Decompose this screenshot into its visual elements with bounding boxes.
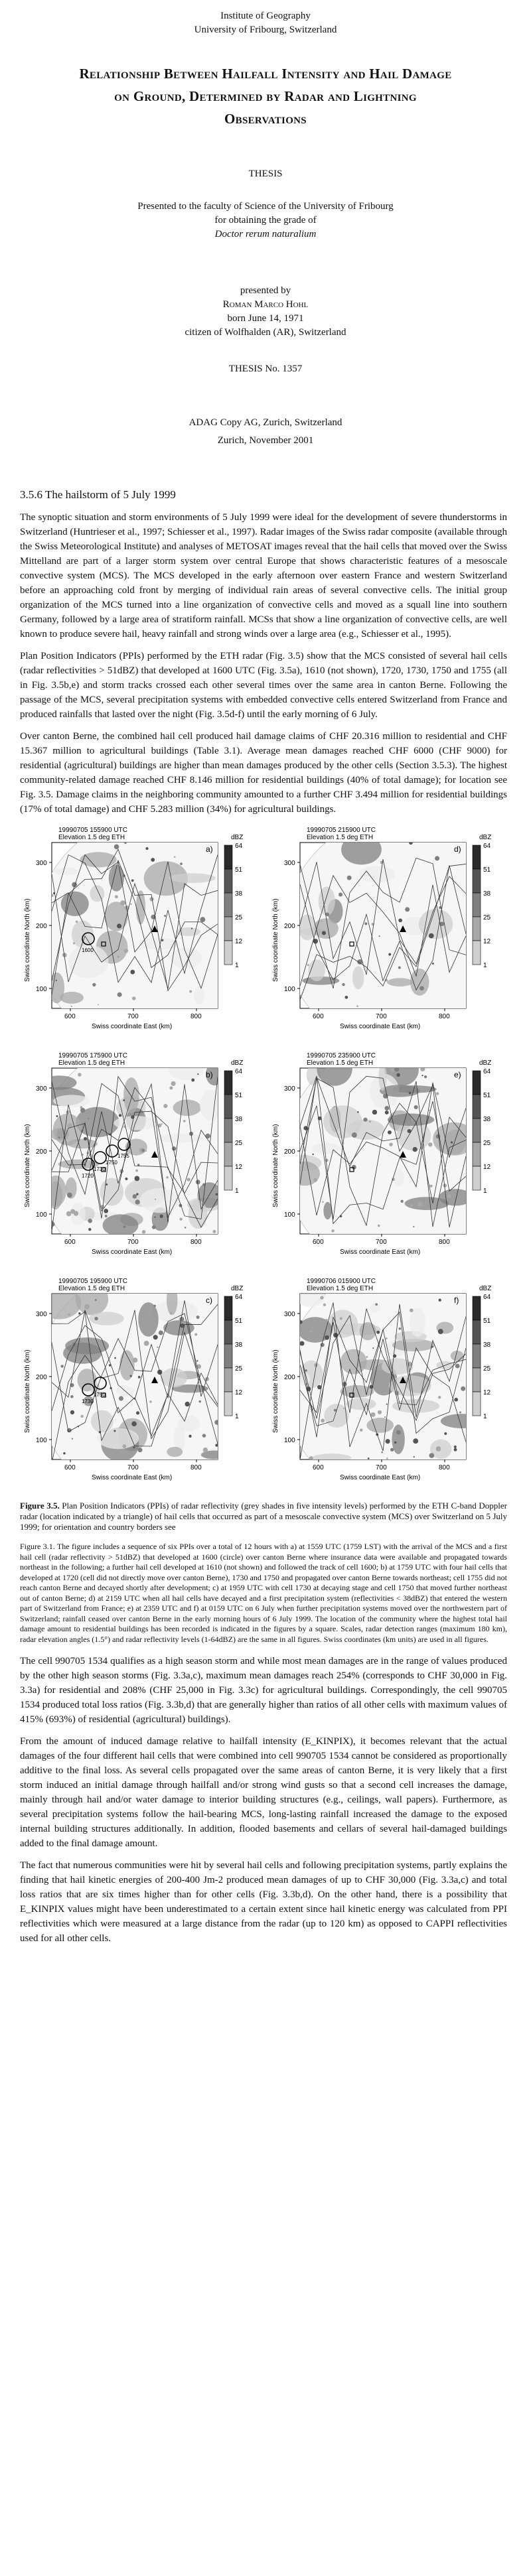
front-matter: [0, 9, 531, 448]
legend-level-label: 12: [235, 1164, 243, 1171]
ppi-panel-e: [268, 1050, 507, 1268]
legend-level-label: 1: [235, 962, 239, 969]
y-tick-label: 300: [284, 1085, 295, 1093]
legend-swatch: [224, 893, 232, 917]
panel-elevation: Elevation 1.5 deg ETH: [58, 1059, 125, 1067]
panel-unit: dBZ: [479, 1285, 492, 1292]
y-axis-label: Swiss coordinate North (km): [24, 1124, 31, 1207]
legend-level-label: 25: [483, 1365, 491, 1373]
born: born June 14, 1971: [227, 313, 304, 324]
ppi-panel-d: [268, 824, 507, 1043]
ppi-panel-c-svg: [20, 1275, 259, 1494]
legend-swatch: [224, 1166, 232, 1190]
legend-swatch: [473, 1368, 481, 1392]
y-axis-label: Swiss coordinate North (km): [272, 1349, 279, 1433]
figure-notes: Figure 3.1. The figure includes a sequence of six PPIs over a total of 12 hours with a) at 1559 UTC (1759 LST) with the arrival of the MCS and a first hail cell (radar reflectivity > 51dBZ) that developed at 1600 (circle) over canton Berne where insurance data were available and propagated towards northeast in the following; a further hail cell developed at 1610 (not shown) and followed the track of cell 1600; b) at 1759 UTC with four hail cells that developed at 1720 (cell did not directly move over canton Berne), 1730 and 1750 and propagated over canton Berne towards northeast; cell 1755 did not reach canton Berne and decayed shortly after development; c) at 1959 UTC with cell 1730 at decaying stage and cell 1750 that moved further northeast out of canton Berne; d) at 2159 UTC when all hail cells have decayed and a first precipitation system (reflectivities < 38dBZ) that entered the western part of Switzerland from France; e) at 2359 UTC and f) at 0159 UTC on 6 July when further precipitation systems moved over the northwestern part of Switzerland; rainfall ceased over canton Berne in the early morning hours of 6 July 1999. The location of the community where the highest total hail damage amount to residential buildings has been recorded is indicated in the figures by a square. Scales, radar detection ranges (maximum 180 km), radar elevation angles (1.5°) and radar reflectivity levels (1-64dBZ) are the same in all figures. Swiss coordinates (km units) are used in all figures.: [20, 1542, 507, 1644]
x-tick-label: 700: [376, 1013, 387, 1020]
legend-level-label: 12: [483, 938, 491, 945]
y-axis-label: Swiss coordinate North (km): [272, 1124, 279, 1207]
x-tick-label: 700: [127, 1239, 139, 1246]
legend-swatch: [224, 1392, 232, 1416]
panel-elevation: Elevation 1.5 deg ETH: [307, 1285, 374, 1292]
legend-level-label: 64: [235, 1068, 243, 1075]
x-tick-label: 800: [190, 1013, 202, 1020]
legend-swatch: [473, 845, 481, 869]
legend-level-label: 51: [483, 1318, 491, 1325]
legend-level-label: 25: [235, 914, 243, 921]
legend-level-label: 12: [235, 938, 243, 945]
legend-level-label: 64: [483, 1294, 491, 1301]
legend-swatch: [224, 1344, 232, 1368]
ppi-panel-d-svg: [268, 824, 507, 1043]
y-tick-label: 200: [36, 923, 47, 930]
ppi-panel-a: [20, 824, 259, 1043]
legend-level-label: 51: [483, 1092, 491, 1099]
legend-swatch: [473, 1119, 481, 1142]
legend-swatch: [224, 1095, 232, 1119]
y-axis-label: Swiss coordinate North (km): [24, 1349, 31, 1433]
x-tick-label: 700: [376, 1464, 387, 1471]
panel-elevation: Elevation 1.5 deg ETH: [58, 834, 125, 841]
panel-timestamp: 19990706 015900 UTC: [307, 1278, 376, 1285]
hail-cell-label: 1720: [82, 1173, 94, 1179]
x-tick-label: 800: [439, 1013, 450, 1020]
legend-level-label: 51: [483, 866, 491, 874]
y-tick-label: 200: [284, 1148, 295, 1156]
x-tick-label: 600: [64, 1239, 76, 1246]
legend-swatch: [224, 1142, 232, 1166]
legend-level-label: 12: [483, 1164, 491, 1171]
y-tick-label: 100: [36, 986, 47, 993]
hail-cell-label: 1750: [94, 1392, 106, 1398]
x-tick-label: 800: [190, 1464, 202, 1471]
hail-cell-label: 1600: [82, 947, 94, 953]
panel-label: f): [454, 1296, 459, 1305]
legend-swatch: [224, 1296, 232, 1320]
caption-label: Figure 3.5.: [20, 1501, 60, 1511]
x-axis-label: Swiss coordinate East (km): [92, 1023, 173, 1030]
panel-unit: dBZ: [479, 1059, 492, 1067]
hail-cell-label: 1750: [106, 1160, 117, 1166]
legend-swatch: [473, 941, 481, 965]
x-tick-label: 600: [313, 1013, 324, 1020]
y-tick-label: 200: [36, 1374, 47, 1381]
legend-level-label: 38: [483, 890, 491, 898]
panel-label: d): [454, 845, 461, 854]
x-axis-label: Swiss coordinate East (km): [340, 1249, 421, 1256]
y-tick-label: 200: [36, 1148, 47, 1156]
legend-swatch: [473, 917, 481, 941]
legend-swatch: [473, 1344, 481, 1368]
y-tick-label: 100: [36, 1211, 47, 1219]
legend-level-label: 1: [235, 1187, 239, 1195]
y-tick-label: 300: [284, 860, 295, 867]
paragraph-5: From the amount of induced damage relative to hailfall intensity (E_KINPIX), it becomes relevant that the actual damages of the four different hail cells that were combined into cell 990705 1534 cannot be considered as proportionally additive to the final loss. As several cells propagated over the same areas of canton Berne, it is very likely that a first storm induced an initial damage through hailfall and/or strong wind gusts so that a second cell increases the damage, mainly through hail and/or water damage to interior building structures (e.g., ceilings, wall papers). Furthermore, as several precipitation systems follow the hail-bearing MCS, long-lasting rainfall increased the damage to the exposed internal building structures additionally. In addition, flooded basements and cellars of several hail-damaged buildings added to the final damage amount.: [20, 1736, 507, 1849]
publisher: ADAG Copy AG, Zurich, Switzerland: [189, 417, 342, 428]
ppi-panel-f-svg: [268, 1275, 507, 1494]
x-tick-label: 600: [64, 1013, 76, 1020]
legend-swatch: [473, 1142, 481, 1166]
y-tick-label: 100: [284, 986, 295, 993]
panel-unit: dBZ: [231, 834, 244, 841]
y-tick-label: 200: [284, 923, 295, 930]
legend-level-label: 51: [235, 1318, 243, 1325]
legend-swatch: [473, 1320, 481, 1344]
hail-cell-label: 1730: [82, 1398, 94, 1404]
citizen: citizen of Wolfhalden (AR), Switzerland: [185, 327, 346, 338]
y-tick-label: 100: [284, 1211, 295, 1219]
thesis-number: THESIS No. 1357: [228, 364, 303, 374]
x-tick-label: 800: [190, 1239, 202, 1246]
paragraph-4: The cell 990705 1534 qualifies as a high season storm and while most mean damages are in the range of values produced by the other high season storms (Fig. 3.3a,c), maximum mean damages reach 254% (corresponds to CHF 30,000 in Fig. 3.3a) for residential and 208% (CHF 25,000 in Fig. 3.3c) for agricultural buildings. Correspondingly, the cell 990705 1534 produced total loss ratios (Fig. 3.3b,d) that are generally higher than ratios of all other cells with maximum values of 415% (693%) of residential (agricultural) buildings).: [20, 1656, 507, 1725]
panel-unit: dBZ: [231, 1059, 244, 1067]
hail-cell-label: 1755: [117, 1153, 129, 1159]
x-tick-label: 600: [313, 1239, 324, 1246]
legend-swatch: [473, 1296, 481, 1320]
panel-timestamp: 19990705 175900 UTC: [58, 1052, 127, 1059]
panel-elevation: Elevation 1.5 deg ETH: [58, 1285, 125, 1292]
x-tick-label: 700: [376, 1239, 387, 1246]
legend-swatch: [473, 1071, 481, 1095]
ppi-panel-c: [20, 1275, 259, 1494]
legend-swatch: [224, 1320, 232, 1344]
y-tick-label: 300: [36, 1311, 47, 1318]
legend-level-label: 64: [483, 843, 491, 850]
panel-label: b): [206, 1070, 213, 1079]
legend-level-label: 1: [483, 962, 487, 969]
panel-label: c): [206, 1296, 212, 1305]
panel-timestamp: 19990705 195900 UTC: [58, 1278, 127, 1285]
legend-level-label: 51: [235, 1092, 243, 1099]
legend-swatch: [473, 1392, 481, 1416]
panel-timestamp: 19990705 235900 UTC: [307, 1052, 376, 1059]
ppi-panel-b-svg: [20, 1050, 259, 1268]
x-tick-label: 800: [439, 1239, 450, 1246]
y-tick-label: 100: [284, 1437, 295, 1444]
paragraph-1: The synoptic situation and storm environments of 5 July 1999 were ideal for the development of severe thunderstorms in Switzerland (Huntrieser et al., 1997; Schiesser et al., 1997). Radar images of the Swiss radar composite (available through the Swiss Meteorological Institute) and analyses of METOSAT images reveal that the hail cells that moved over the Swiss Mittelland are part of a larger storm system over central Europe that shows characteristic features of a mesoscale convective system (MCS). The MCS developed in the early afternoon over eastern France and western Switzerland before an approaching cold front by merging of individual rain areas of several convective cells. The initial group organization of the MCS turned into a line organization of convective cells and moved as a squall line into southern Germany, followed by a large area of stratiform rainfall. MCSs that show a line organization of convective cells, are well known to produce severe hail, heavy rainfall and strong winds over a large area (e.g., Schiesser et al., 1995).: [20, 512, 507, 640]
legend-level-label: 25: [235, 1365, 243, 1373]
ppi-panel-b: [20, 1050, 259, 1268]
panel-unit: dBZ: [231, 1285, 244, 1292]
ppi-panel-f: [268, 1275, 507, 1494]
legend-swatch: [224, 941, 232, 965]
panel-label: e): [454, 1070, 461, 1079]
x-tick-label: 700: [127, 1013, 139, 1020]
presented-text: Presented to the faculty of Science of the University of Fribourg: [137, 201, 394, 212]
legend-swatch: [224, 845, 232, 869]
legend-swatch: [224, 1368, 232, 1392]
presented-by: presented by: [240, 285, 291, 296]
legend-level-label: 25: [483, 1140, 491, 1147]
y-tick-label: 300: [284, 1311, 295, 1318]
university: University of Fribourg, Switzerland: [194, 25, 337, 35]
y-tick-label: 300: [36, 1085, 47, 1093]
x-axis-label: Swiss coordinate East (km): [340, 1023, 421, 1030]
legend-level-label: 38: [235, 890, 243, 898]
legend-level-label: 64: [235, 843, 243, 850]
ppi-panel-e-svg: [268, 1050, 507, 1268]
legend-swatch: [473, 1095, 481, 1119]
hail-cell-label: 1730: [94, 1166, 106, 1172]
x-tick-label: 600: [64, 1464, 76, 1471]
panel-timestamp: 19990705 215900 UTC: [307, 827, 376, 834]
legend-level-label: 38: [483, 1341, 491, 1349]
y-axis-label: Swiss coordinate North (km): [272, 898, 279, 982]
figure-caption: [20, 1501, 507, 1532]
panel-label: a): [206, 845, 213, 854]
legend-level-label: 25: [483, 914, 491, 921]
legend-level-label: 12: [483, 1389, 491, 1396]
legend-swatch: [224, 869, 232, 893]
legend-level-label: 12: [235, 1389, 243, 1396]
y-tick-label: 300: [36, 860, 47, 867]
publication-date: Zurich, November 2001: [217, 435, 314, 446]
panel-timestamp: 19990705 155900 UTC: [58, 827, 127, 834]
panel-unit: dBZ: [479, 834, 492, 841]
legend-swatch: [473, 869, 481, 893]
legend-level-label: 64: [483, 1068, 491, 1075]
legend-level-label: 1: [483, 1187, 487, 1195]
legend-swatch: [224, 917, 232, 941]
legend-swatch: [473, 1166, 481, 1190]
y-tick-label: 100: [36, 1437, 47, 1444]
legend-swatch: [224, 1071, 232, 1095]
paragraph-6: The fact that numerous communities were hit by several hail cells and following precipitation systems, partly explains the finding that hail kinetic energies of 200-400 Jm-2 produced mean damages of up to CHF 30,000 (Fig. 3.3a,c) and total loss ratios that are six times higher than for other cells (Fig. 3.3b,d). On the other hand, there is a possibility that E_KINPIX values might have been underestimated to a certain extent since hail kinetic energy was calculated from PPI reflectivities which were measured at a large distance from the radar (up to 120 km) as opposed to CAPPI reflectivities used for all other cells.: [20, 1860, 507, 1944]
legend-level-label: 64: [235, 1294, 243, 1301]
section-heading: 3.5.6 The hailstorm of 5 July 1999: [20, 488, 176, 501]
section-body: [20, 488, 507, 1953]
legend-swatch: [224, 1119, 232, 1142]
legend-level-label: 25: [235, 1140, 243, 1147]
paragraph-2: Plan Position Indicators (PPIs) performed by the ETH radar (Fig. 3.5) show that the MCS consisted of several hail cells (radar reflectivities > 51dBZ) that developed at 1600 UTC (Fig. 3.5a), 1610 (not shown), 1720, 1730, 1750 and 1755 (all in Fig. 3.5b,e) and storm tracks crossed each other several times over the same area in canton Berne. Following the passage of the MCS, several precipitation systems with embedded convective cells entered Switzerland from France and produced rainfalls that lasted over the night (Fig. 3.5d-f) until the early morning of 6 July.: [20, 651, 507, 720]
thesis-label: THESIS: [248, 169, 283, 179]
obtaining-text: for obtaining the grade of: [214, 215, 317, 226]
x-tick-label: 700: [127, 1464, 139, 1471]
panel-elevation: Elevation 1.5 deg ETH: [307, 834, 374, 841]
legend-level-label: 1: [483, 1413, 487, 1420]
paragraph-3: Over canton Berne, the combined hail cell produced hail damage claims of CHF 20.316 million to residential and CHF 15.367 million to agricultural buildings (Table 3.1). Average mean damages reached CHF 6000 (CHF 9000) for residential (agricultural) buildings are higher than mean damages produced by the other cells (Section 3.5.3). The highest community-related damage reached CHF 8.146 million for residential buildings (40% of total damage); for location see Fig. 3.5. Damage claims in the neighboring community amounted to a further CHF 3.494 million for residential buildings (17% of total damage) and CHF 5.283 million (34%) for agricultural buildings.: [20, 731, 507, 815]
x-axis-label: Swiss coordinate East (km): [92, 1249, 173, 1256]
ppi-panel-a-svg: [20, 824, 259, 1043]
thesis-title: Relationship Between Hailfall Intensity and Hail Damage on Ground, Determined by Radar and Lightning Observations: [79, 66, 452, 127]
author: Roman Marco Hohl: [222, 299, 309, 310]
legend-level-label: 38: [483, 1116, 491, 1123]
caption-text: Plan Position Indicators (PPIs) of radar reflectivity (grey shades in five intensity levels) performed by the ETH C-band Doppler radar (location indicated by a triangle) of hail cells that occurred as part of a mesoscale convective system (MCS) over Switzerland on 5 July 1999; for orientation and country borders see: [20, 1501, 507, 1532]
y-axis-label: Swiss coordinate North (km): [24, 898, 31, 982]
grade: Doctor rerum naturalium: [214, 229, 317, 239]
institute: Institute of Geography: [220, 11, 311, 21]
x-axis-label: Swiss coordinate East (km): [340, 1474, 421, 1481]
legend-level-label: 51: [235, 866, 243, 874]
legend-level-label: 1: [235, 1413, 239, 1420]
legend-level-label: 38: [235, 1341, 243, 1349]
x-tick-label: 600: [313, 1464, 324, 1471]
x-axis-label: Swiss coordinate East (km): [92, 1474, 173, 1481]
y-tick-label: 200: [284, 1374, 295, 1381]
legend-swatch: [473, 893, 481, 917]
legend-level-label: 38: [235, 1116, 243, 1123]
panel-elevation: Elevation 1.5 deg ETH: [307, 1059, 374, 1067]
radar-figure: [20, 824, 507, 1501]
x-tick-label: 800: [439, 1464, 450, 1471]
